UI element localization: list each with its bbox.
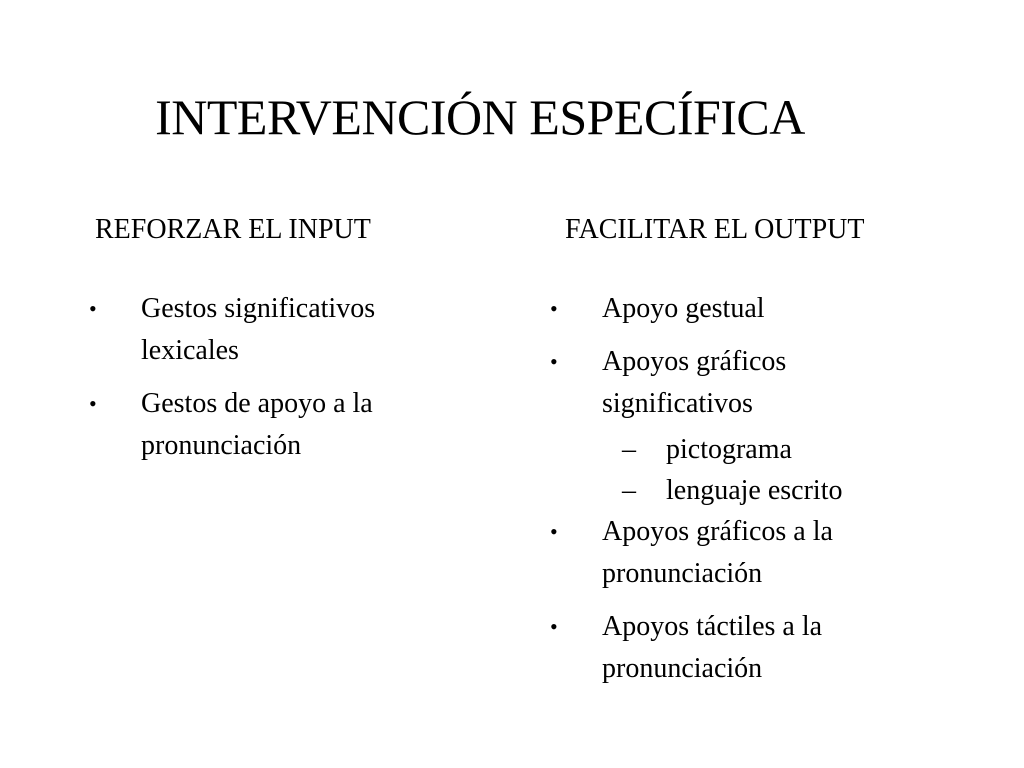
list-item [544,606,914,690]
bullet-icon: • [89,296,97,321]
left-column-heading: REFORZAR EL INPUT [95,214,371,245]
dash-icon: – [622,475,636,506]
list-item-text: Apoyos gráficos significativos [602,346,787,419]
list-item [544,341,914,511]
list-item-text: Gestos significativos lexicales [141,293,376,366]
bullet-icon: • [550,349,558,374]
list-item-text: Apoyos táctiles a la pronunciación [602,611,823,684]
slide-title: INTERVENCIÓN ESPECÍFICA [155,89,805,145]
sub-list [602,429,914,511]
bullet-icon: • [550,519,558,544]
list-item [544,511,914,595]
right-bullet-list [544,288,914,701]
sub-list-item [602,429,914,470]
bullet-icon: • [89,391,97,416]
left-bullet-list [83,288,463,478]
list-item-text: Apoyo gestual [602,293,765,324]
bullet-icon: • [550,296,558,321]
sub-list-item-text: pictograma [666,434,792,465]
right-column-heading: FACILITAR EL OUTPUT [565,214,865,245]
sub-list-item [602,470,914,511]
list-item [83,383,463,467]
list-item [83,288,463,372]
list-item-text: Gestos de apoyo a la pronunciación [141,388,373,461]
bullet-icon: • [550,614,558,639]
dash-icon: – [622,434,636,465]
sub-list-item-text: lenguaje escrito [666,475,843,506]
list-item [544,288,914,330]
list-item-text: Apoyos gráficos a la pronunciación [602,516,833,589]
